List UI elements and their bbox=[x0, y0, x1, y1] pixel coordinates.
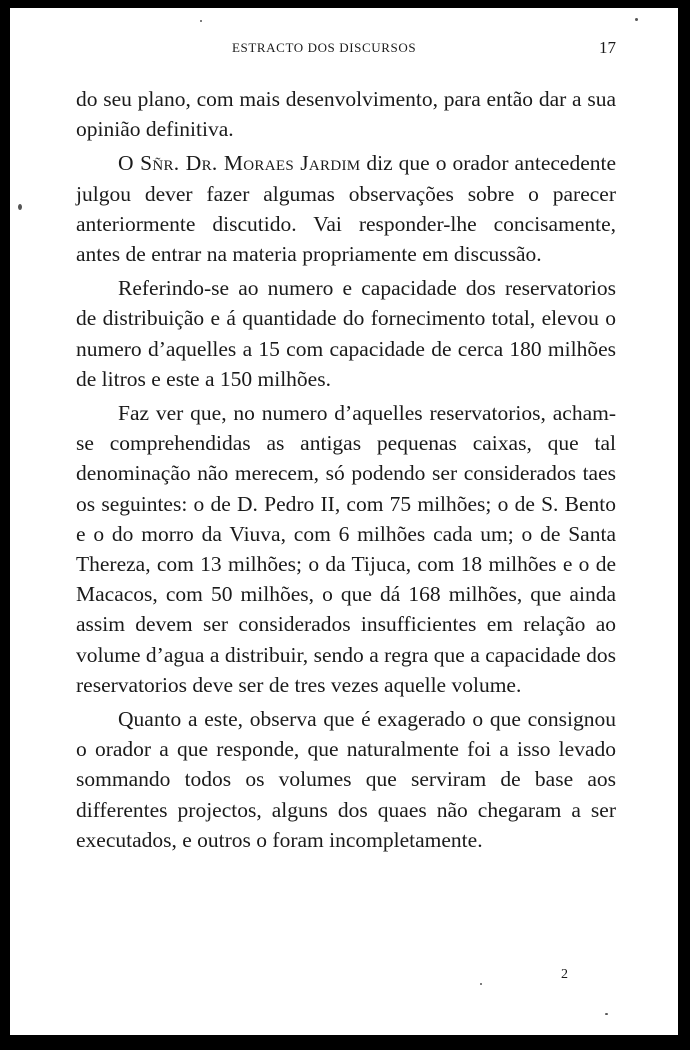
ink-speck bbox=[200, 20, 202, 22]
book-page bbox=[10, 8, 678, 1035]
paragraph-2 bbox=[76, 148, 616, 269]
page-header bbox=[10, 38, 678, 62]
ink-speck bbox=[605, 1013, 608, 1015]
body-text bbox=[76, 84, 616, 855]
running-title: ESTRACTO DOS DISCURSOS bbox=[232, 40, 417, 55]
paragraph-1: do seu plano, com mais desenvolvimento, para então dar a sua opinião definitiva. bbox=[76, 87, 616, 142]
paragraph-2-text: diz que o orador antecedente julgou dever fazer algumas observações sobre o parecer anteriormente discutido. Vai responder-lhe concisamente, antes de entrar na materia propriamente em discussão. bbox=[76, 151, 617, 267]
ink-speck bbox=[635, 18, 638, 21]
signature-mark: 2 bbox=[561, 967, 568, 982]
paragraph-4: Faz ver que, no numero d’aquelles reservatorios, acham-se comprehendidas as antigas pequenas caixas, que tal denominação não merecem, só podendo ser considerados taes os seguintes: o de D. Pedro II, com 75 milhões; o de S. Bento e o do morro da Viuva, com 6 milhões cada um; o de Santa Thereza, com 13 milhões; o da Tijuca, com 18 milhões e o de Macacos, com 50 milhões, o que dá 168 milhões, que ainda assim devem ser considerados insufficientes em relação ao volume d’agua a distribuir, sendo a regra que a capacidade dos reservatorios deve ser de tres vezes aquelle volume. bbox=[76, 401, 616, 697]
page-number: 17 bbox=[599, 38, 616, 57]
ink-speck bbox=[18, 204, 22, 210]
paragraph-3: Referindo-se ao numero e capacidade dos reservatorios de distribuição e á quantidade do fornecimento total, elevou o numero d’aquelles a 15 com capacidade de cerca 180 milhões de litros e este a 150 milhões. bbox=[76, 276, 616, 391]
ink-speck bbox=[480, 983, 482, 985]
paragraph-5: Quanto a este, observa que é exagerado o que consignou o orador a que responde, que naturalmente foi a isso levado sommando todos os volumes que serviram de base aos differentes projectos, alguns dos quaes não chegaram a ser executados, e outros o foram incompletamente. bbox=[76, 707, 616, 852]
speaker-name: O Sñr. Dr. Moraes Jardim bbox=[118, 151, 361, 176]
